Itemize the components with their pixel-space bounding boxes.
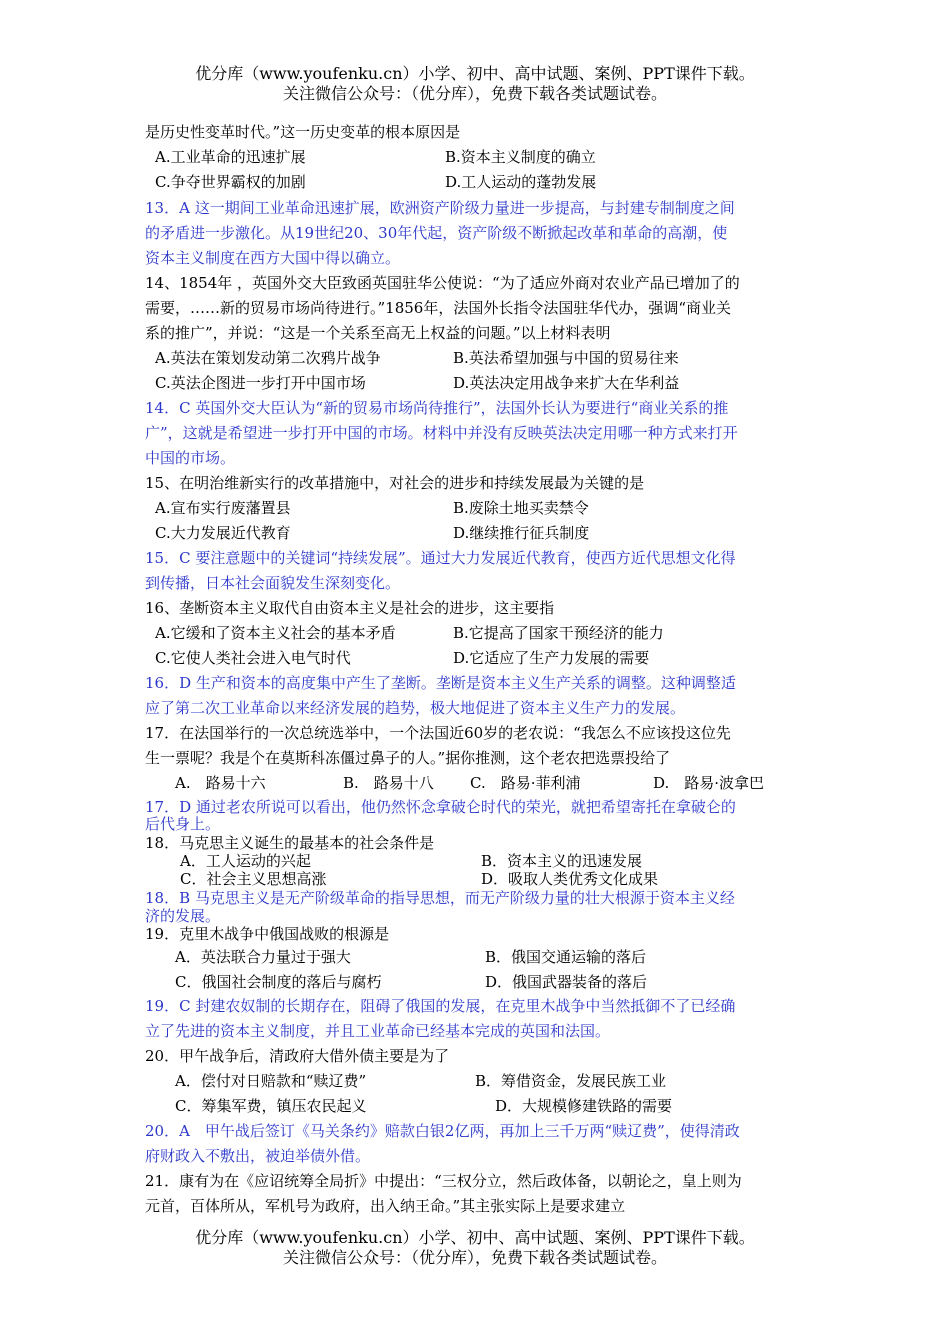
option-a: A.它缓和了资本主义社会的基本矛盾: [155, 624, 396, 642]
question-16-stem: 16、垄断资本主义取代自由资本主义是社会的进步，这主要指: [145, 599, 555, 617]
option-a: A．工人运动的兴起: [180, 852, 311, 870]
option-a: A．偿付对日赔款和“赎辽费”: [175, 1072, 367, 1090]
question-14-line-3: 系的推广”，并说：“这是一个关系至高无上权益的问题。”以上材料表明: [145, 324, 611, 342]
header-line-1: 优分库（www.youfenku.cn）小学、初中、高中试题、案例、PPT课件下载。: [195, 64, 755, 83]
question-12-stem: 是历史性变革时代。”这一历史变革的根本原因是: [145, 123, 461, 141]
option-a: A.宣布实行废藩置县: [155, 499, 291, 517]
answer-17-line-1: 17．D 通过老农所说可以看出，他仍然怀念拿破仑时代的荣光，就把希望寄托在拿破仑的: [145, 798, 736, 816]
option-b: B．俄国交通运输的落后: [485, 948, 647, 966]
answer-15-line-1: 15．C 要注意题中的关键词“持续发展”。通过大力发展近代教育，使西方近代思想文化得: [145, 549, 736, 567]
answer-16-line-1: 16．D 生产和资本的高度集中产生了垄断。垄断是资本主义生产关系的调整。这种调整适: [145, 674, 736, 692]
option-b: B.它提高了国家干预经济的能力: [453, 624, 664, 642]
page-footer: [0, 1228, 950, 1268]
question-20-stem: 20．甲午战争后，清政府大借外债主要是为了: [145, 1047, 450, 1065]
answer-19-line-2: 立了先进的资本主义制度，并且工业革命已经基本完成的英国和法国。: [145, 1022, 611, 1040]
option-c: C.争夺世界霸权的加剧: [155, 173, 306, 191]
answer-13-line-1: 13．A 这一期间工业革命迅速扩展，欧洲资产阶级力量进一步提高，与封建专制制度之间: [145, 199, 735, 217]
question-15-stem: 15、在明治维新实行的改革措施中，对社会的进步和持续发展最为关键的是: [145, 474, 645, 492]
option-c: C.大力发展近代教育: [155, 524, 291, 542]
answer-13-line-3: 资本主义制度在西方大国中得以确立。: [145, 249, 401, 267]
answer-14-line-3: 中国的市场。: [145, 449, 236, 467]
option-d: D.继续推行征兵制度: [453, 524, 590, 542]
page-header: [0, 64, 950, 104]
option-d: D.英法决定用战争来扩大在华利益: [453, 374, 680, 392]
option-a: A．英法联合力量过于强大: [175, 948, 351, 966]
question-18-stem: 18．马克思主义诞生的最基本的社会条件是: [145, 834, 435, 852]
question-17-line-2: 生一票呢？我是个在莫斯科冻僵过鼻子的人。”据你推测，这个老农把选票投给了: [145, 749, 671, 767]
option-d: D. 路易·波拿巴: [653, 774, 765, 792]
header-line-2: 关注微信公众号：（优分库），免费下载各类试题试卷。: [282, 84, 667, 103]
question-19-stem: 19．克里木战争中俄国战败的根源是: [145, 925, 390, 943]
answer-15-line-2: 到传播，日本社会面貌发生深刻变化。: [145, 574, 401, 592]
question-14-line-1: 14、1854年 ，英国外交大臣致函英国驻华公使说：“为了适应外商对农业产品已增加了的: [145, 274, 740, 292]
answer-16-line-2: 应了第二次工业革命以来经济发展的趋势，极大地促进了资本主义生产力的发展。: [145, 699, 686, 717]
answer-20-line-2: 府财政入不敷出，被迫举债外借。: [145, 1147, 371, 1165]
question-21-line-1: 21．康有为在《应诏统筹全局折》中提出：“三权分立，然后政体备，以朝论之，皇上则为: [145, 1172, 742, 1190]
question-14-line-2: 需要，……新的贸易市场尚待进行。”1856年，法国外长指令法国驻华代办，强调“商业关: [145, 299, 732, 317]
answer-17-line-2: 后代身上。: [145, 815, 221, 833]
answer-18-line-2: 济的发展。: [145, 907, 221, 925]
option-c: C．社会主义思想高涨: [180, 870, 327, 888]
option-c: C．筹集军费，镇压农民起义: [175, 1097, 367, 1115]
option-d: D.它适应了生产力发展的需要: [453, 649, 650, 667]
question-17-line-1: 17．在法国举行的一次总统选举中，一个法国近60岁的老农说：“我怎么不应该投这位先: [145, 724, 731, 742]
option-b: B.废除土地买卖禁令: [453, 499, 589, 517]
option-c: C．俄国社会制度的落后与腐朽: [175, 973, 382, 991]
option-d: D．俄国武器装备的落后: [485, 973, 648, 991]
answer-13-line-2: 的矛盾进一步激化。从19世纪20、30年代起，资产阶级不断掀起改革和革命的高潮，使: [145, 224, 728, 242]
option-b: B.英法希望加强与中国的贸易往来: [453, 349, 679, 367]
option-d: D．吸取人类优秀文化成果: [481, 870, 659, 888]
option-d: D.工人运动的蓬勃发展: [445, 173, 597, 191]
answer-18-line-1: 18．B 马克思主义是无产阶级革命的指导思想，而无产阶级力量的壮大根源于资本主义经: [145, 889, 735, 907]
answer-19-line-1: 19．C 封建农奴制的长期存在，阻碍了俄国的发展，在克里木战争中当然抵御不了已经确: [145, 997, 736, 1015]
answer-20-line-1: 20．A 甲午战后签订《马关条约》赔款白银2亿两，再加上三千万两“赎辽费”，使得清政: [145, 1122, 740, 1140]
option-a: A.工业革命的迅速扩展: [155, 148, 306, 166]
question-21-line-2: 元首，百体所从，军机号为政府，出入纳王命。”其主张实际上是要求建立: [145, 1197, 626, 1215]
option-c: C.它使人类社会进入电气时代: [155, 649, 351, 667]
footer-line-2: 关注微信公众号：（优分库），免费下载各类试题试卷。: [282, 1248, 667, 1267]
option-a: A.英法在策划发动第二次鸦片战争: [155, 349, 381, 367]
option-c: C. 路易·菲利浦: [470, 774, 581, 792]
option-a: A. 路易十六: [175, 774, 266, 792]
option-b: B．资本主义的迅速发展: [481, 852, 643, 870]
answer-14-line-2: 广”，这就是希望进一步打开中国的市场。材料中并没有反映英法决定用哪一种方式来打开: [145, 424, 738, 442]
answer-14-line-1: 14．C 英国外交大臣认为“新的贸易市场尚待推行”，法国外长认为要进行“商业关系的推: [145, 399, 729, 417]
option-c: C.英法企图进一步打开中国市场: [155, 374, 366, 392]
option-b: B．筹借资金，发展民族工业: [475, 1072, 667, 1090]
option-d: D．大规模修建铁路的需要: [495, 1097, 673, 1115]
option-b: B. 路易十八: [343, 774, 434, 792]
footer-line-1: 优分库（www.youfenku.cn）小学、初中、高中试题、案例、PPT课件下载。: [195, 1228, 755, 1247]
option-b: B.资本主义制度的确立: [445, 148, 596, 166]
